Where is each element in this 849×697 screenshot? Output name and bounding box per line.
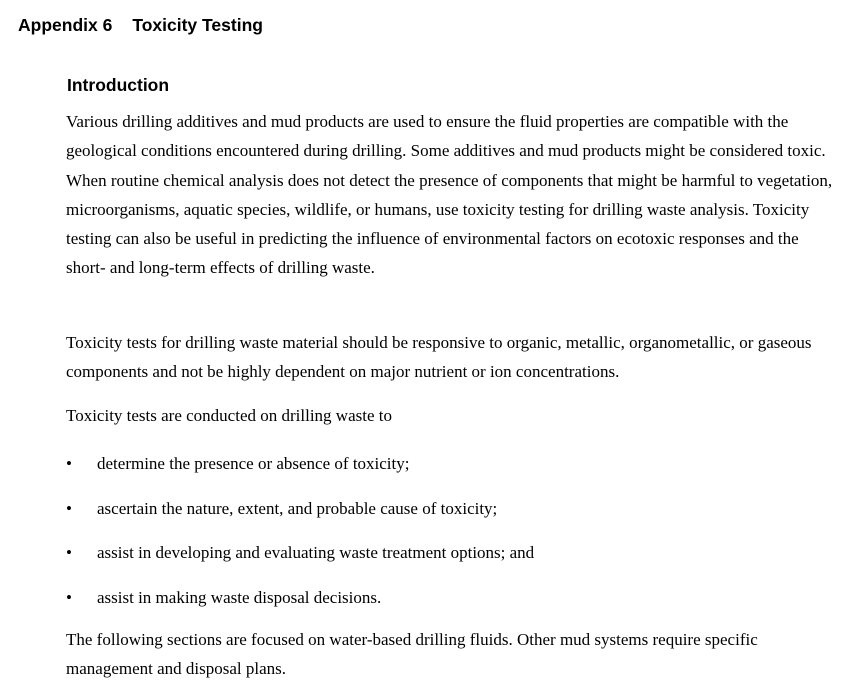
bullet-icon: •	[66, 588, 72, 608]
appendix-number: Appendix 6	[18, 15, 113, 35]
paragraph-intro: Various drilling additives and mud products are used to ensure the fluid properties are compatible with the geological conditions encountered during drilling. Some additives and mud products might be considered toxic. When routine chemical analysis does not detect the presence of components that might be harmful to vegetation, microorganisms, aquatic species, wildlife, or humans, use toxicity testing for drilling waste analysis. Toxicity testing can also be useful in predicting the influence of environmental factors on ecotoxic responses and the short- and long-term effects of drilling waste.	[66, 112, 833, 278]
list-item-text: assist in making waste disposal decisions.	[97, 588, 382, 608]
paragraph-list-lead: Toxicity tests are conducted on drilling waste to	[66, 406, 392, 425]
list-item-text: ascertain the nature, extent, and probable cause of toxicity;	[97, 498, 498, 518]
appendix-title: Toxicity Testing	[132, 15, 263, 35]
list-item-text: assist in developing and evaluating waste treatment options; and	[97, 543, 535, 563]
section-heading-introduction: Introduction	[67, 75, 170, 95]
list-item	[66, 494, 836, 539]
bullet-icon: •	[66, 454, 72, 473]
purpose-bullet-list	[66, 449, 836, 628]
bullet-icon: •	[66, 498, 72, 518]
list-item	[66, 583, 836, 628]
list-item-text: determine the presence or absence of toxicity;	[97, 454, 410, 473]
bullet-icon: •	[66, 543, 72, 563]
appendix-heading	[18, 14, 263, 36]
paragraph-closing: The following sections are focused on water-based drilling fluids. Other mud systems require specific management and disposal plans.	[66, 630, 758, 679]
list-item	[66, 538, 836, 583]
list-item	[66, 449, 836, 494]
paragraph-responsiveness: Toxicity tests for drilling waste material should be responsive to organic, metallic, organometallic, or gaseous components and not be highly dependent on major nutrient or ion concentrations.	[66, 333, 812, 382]
